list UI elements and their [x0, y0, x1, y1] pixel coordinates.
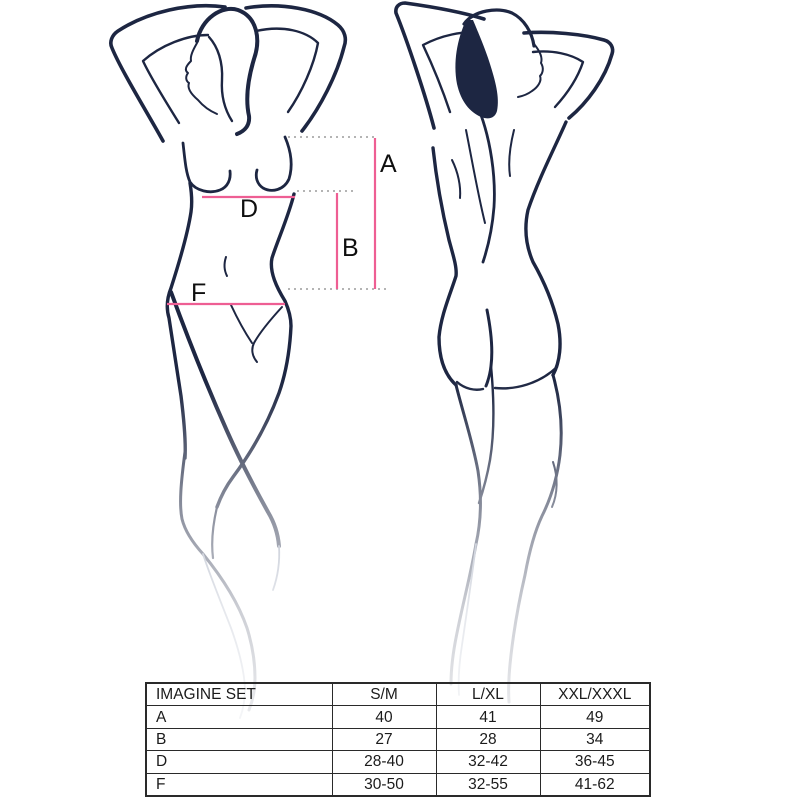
table-row-f: [146, 773, 650, 796]
table-row-a: [146, 706, 650, 728]
measure-label-cell: A: [146, 706, 332, 728]
size-column-header: XXL/XXXL: [540, 683, 650, 706]
label-f: F: [191, 279, 207, 307]
table-cell: 32-55: [436, 773, 540, 796]
label-b: B: [342, 234, 359, 262]
table-cell: 49: [540, 706, 650, 728]
product-name-cell: IMAGINE SET: [146, 683, 332, 706]
table-cell: 41-62: [540, 773, 650, 796]
size-column-header: L/XL: [436, 683, 540, 706]
size-column-header: S/M: [332, 683, 436, 706]
table-cell: 40: [332, 706, 436, 728]
table-cell: 32-42: [436, 751, 540, 773]
table-row-b: [146, 728, 650, 750]
label-a: A: [380, 150, 397, 178]
table-cell: 28-40: [332, 751, 436, 773]
size-table: [145, 682, 651, 797]
measure-label-cell: F: [146, 773, 332, 796]
label-d: D: [240, 195, 259, 223]
table-cell: 28: [436, 728, 540, 750]
table-header-row: [146, 683, 650, 706]
measurement-labels: [191, 150, 397, 307]
measure-label-cell: B: [146, 728, 332, 750]
table-cell: 30-50: [332, 773, 436, 796]
table-row-d: [146, 751, 650, 773]
table-cell: 34: [540, 728, 650, 750]
table-cell: 36-45: [540, 751, 650, 773]
table-cell: 41: [436, 706, 540, 728]
table-cell: 27: [332, 728, 436, 750]
measure-label-cell: D: [146, 751, 332, 773]
